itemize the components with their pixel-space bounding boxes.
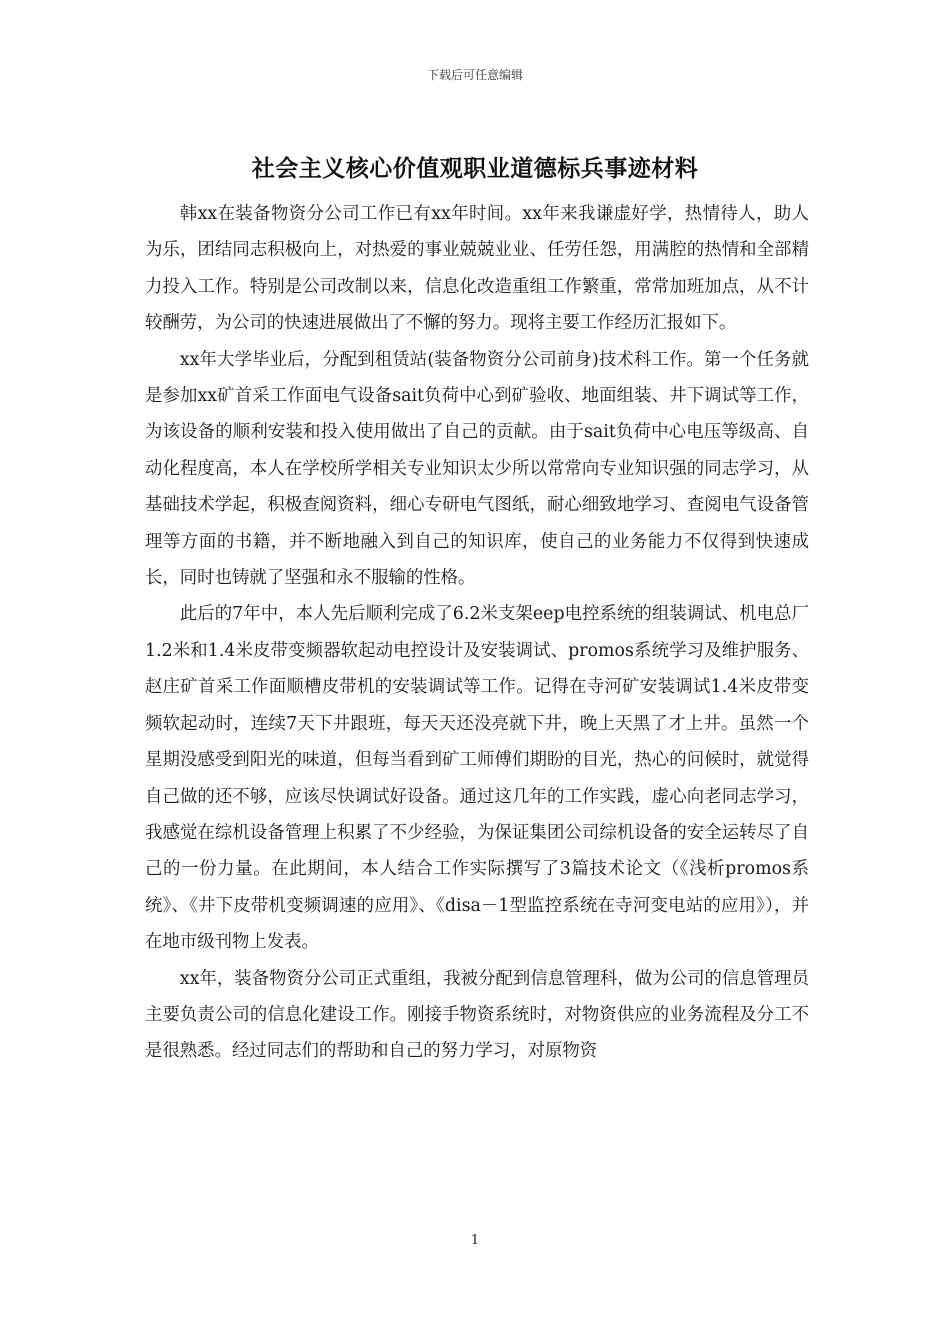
- page-number: 1: [470, 1233, 480, 1248]
- document-title: 社会主义核心价值观职业道德标兵事迹材料: [251, 156, 699, 182]
- header-note: 下载后可任意编辑: [426, 68, 523, 82]
- paragraph-1: 韩xx在装备物资分公司工作已有xx年时间。xx年来我谦虚好学，热情待人，助人为乐，团结同志积极向上，对热爱的事业兢兢业业、任劳任怨，用满腔的热情和全部精力投入工作。特别是公司改制以来，信息化改造重组工作繁重，常常加班加点，从不计较酬劳，为公司的快速进展做出了不懈的努力。现将主要工作经历汇报如下。: [145, 204, 809, 334]
- document-body: [145, 196, 809, 1070]
- paragraph-2: xx年大学毕业后，分配到租赁站(装备物资分公司前身)技术科工作。第一个任务就是参加xx矿首采工作面电气设备sait负荷中心到矿验收、地面组装、井下调试等工作，为该设备的顺利安装和投入使用做出了自己的贡献。由于sait负荷中心电压等级高、自动化程度高，本人在学校所学相关专业知识太少所以常常向专业知识强的同志学习，从基础技术学起，积极查阅资料，细心专研电气图纸，耐心细致地学习、查阅电气设备管理等方面的书籍，并不断地融入到自己的知识库，使自己的业务能力不仅得到快速成长，同时也铸就了坚强和永不服输的性格。: [145, 349, 809, 589]
- paragraph-3: 此后的7年中，本人先后顺利完成了6.2米支架eep电控系统的组装调试、机电总厂1.2米和1.4米皮带变频器软起动电控设计及安装调试、promos系统学习及维护服务、赵庄矿首采工作面顺槽皮带机的安装调试等工作。记得在寺河矿安装调试1.4米皮带变频软起动时，连续7天下井跟班，每天天还没亮就下井，晚上天黑了才上井。虽然一个星期没感受到阳光的味道，但每当看到矿工师傅们期盼的目光，热心的问候时，就觉得自己做的还不够，应该尽快调试好设备。通过这几年的工作实践，虚心向老同志学习，我感觉在综机设备管理上积累了不少经验，为保证集团公司综机设备的安全运转尽了自己的一份力量。在此期间，本人结合工作实际撰写了3篇技术论文（《浅析promos系统》、《井下皮带机变频调速的应用》、《disa－1型监控系统在寺河变电站的应用》），并在地市级刊物上发表。: [145, 604, 809, 953]
- paragraph-4: xx年，装备物资分公司正式重组，我被分配到信息管理科，做为公司的信息管理员主要负责公司的信息化建设工作。刚接手物资系统时，对物资供应的业务流程及分工不是很熟悉。经过同志们的帮助和自己的努力学习，对原物资: [145, 968, 809, 1062]
